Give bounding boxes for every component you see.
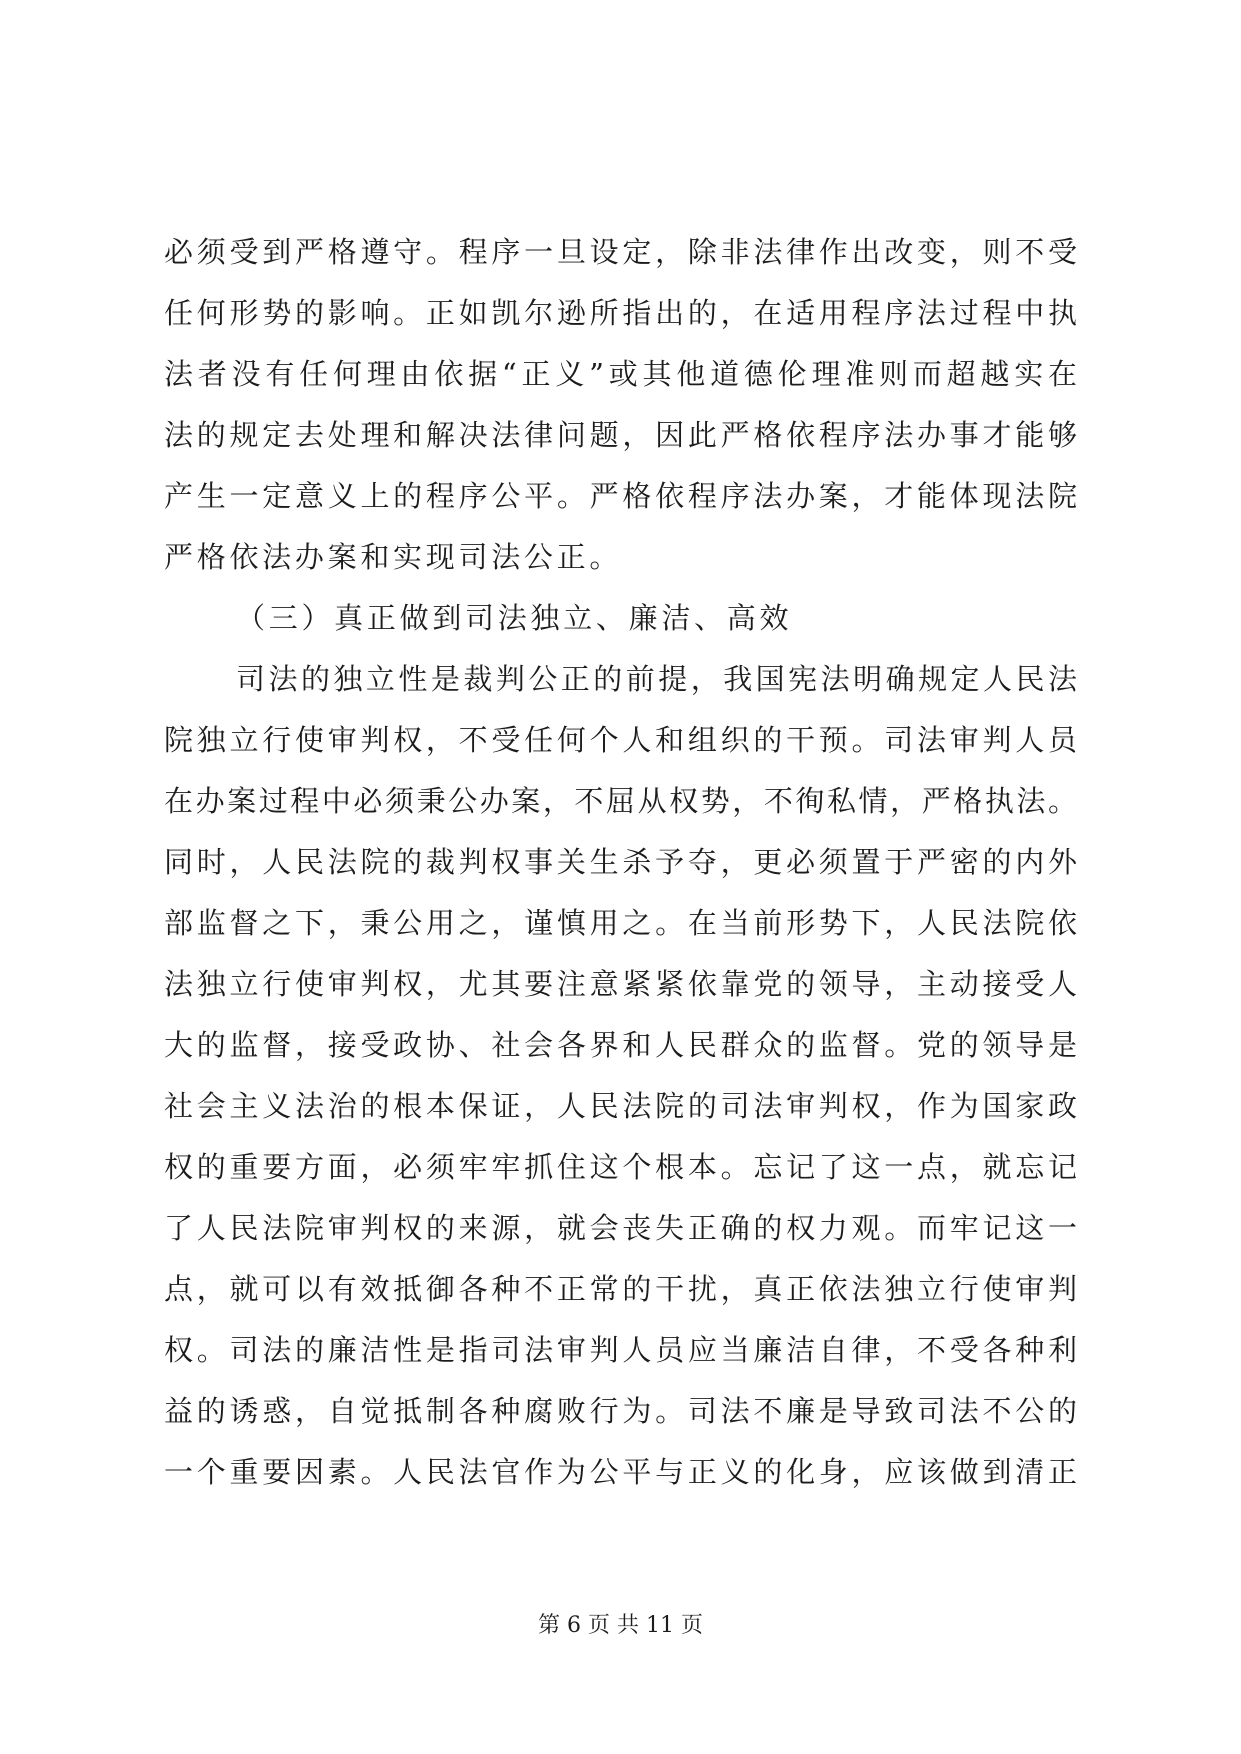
paragraph-line: 一个重要因素。人民法官作为公平与正义的化身，应该做到清正 — [164, 1455, 1081, 1489]
paragraph-line: 在办案过程中必须秉公办案，不屈从权势，不徇私情，严格执法。 — [164, 784, 1080, 818]
paragraph-line: 司法的独立性是裁判公正的前提，我国宪法明确规定人民法 — [236, 662, 1081, 696]
paragraph-line: 部监督之下，秉公用之，谨慎用之。在当前形势下，人民法院依 — [164, 906, 1081, 940]
paragraph-line: 法者没有任何理由依据“正义”或其他道德伦理准则而超越实在 — [164, 357, 1082, 391]
paragraph-line: 点，就可以有效抵御各种不正常的干扰，真正依法独立行使审判 — [164, 1272, 1081, 1306]
paragraph-line: 大的监督，接受政协、社会各界和人民群众的监督。党的领导是 — [164, 1028, 1081, 1062]
paragraph-line: 权的重要方面，必须牢牢抓住这个根本。忘记了这一点，就忘记 — [164, 1150, 1081, 1184]
page-footer: 第 6 页 共 11 页 — [538, 1613, 703, 1638]
section-heading: （三）真正做到司法独立、廉洁、高效 — [236, 601, 793, 635]
paragraph-line: 法的规定去处理和解决法律问题，因此严格依程序法办事才能够 — [164, 418, 1081, 452]
paragraph-line: 社会主义法治的根本保证，人民法院的司法审判权，作为国家政 — [164, 1089, 1081, 1123]
paragraph-line: 严格依法办案和实现司法公正。 — [164, 540, 623, 574]
paragraph-line: 同时，人民法院的裁判权事关生杀予夺，更必须置于严密的内外 — [164, 845, 1081, 879]
paragraph-line: 院独立行使审判权，不受任何个人和组织的干预。司法审判人员 — [164, 723, 1081, 757]
paragraph-line: 法独立行使审判权，尤其要注意紧紧依靠党的领导，主动接受人 — [164, 967, 1081, 1001]
paragraph-line: 产生一定意义上的程序公平。严格依程序法办案，才能体现法院 — [164, 479, 1081, 513]
paragraph-line: 任何形势的影响。正如凯尔逊所指出的，在适用程序法过程中执 — [164, 296, 1081, 330]
paragraph-line: 权。司法的廉洁性是指司法审判人员应当廉洁自律，不受各种利 — [164, 1333, 1081, 1367]
paragraph-line: 必须受到严格遵守。程序一旦设定，除非法律作出改变，则不受 — [164, 235, 1081, 269]
document-body — [164, 222, 1082, 1503]
paragraph-line: 了人民法院审判权的来源，就会丧失正确的权力观。而牢记这一 — [164, 1211, 1081, 1245]
paragraph-line: 益的诱惑，自觉抵制各种腐败行为。司法不廉是导致司法不公的 — [164, 1394, 1081, 1428]
